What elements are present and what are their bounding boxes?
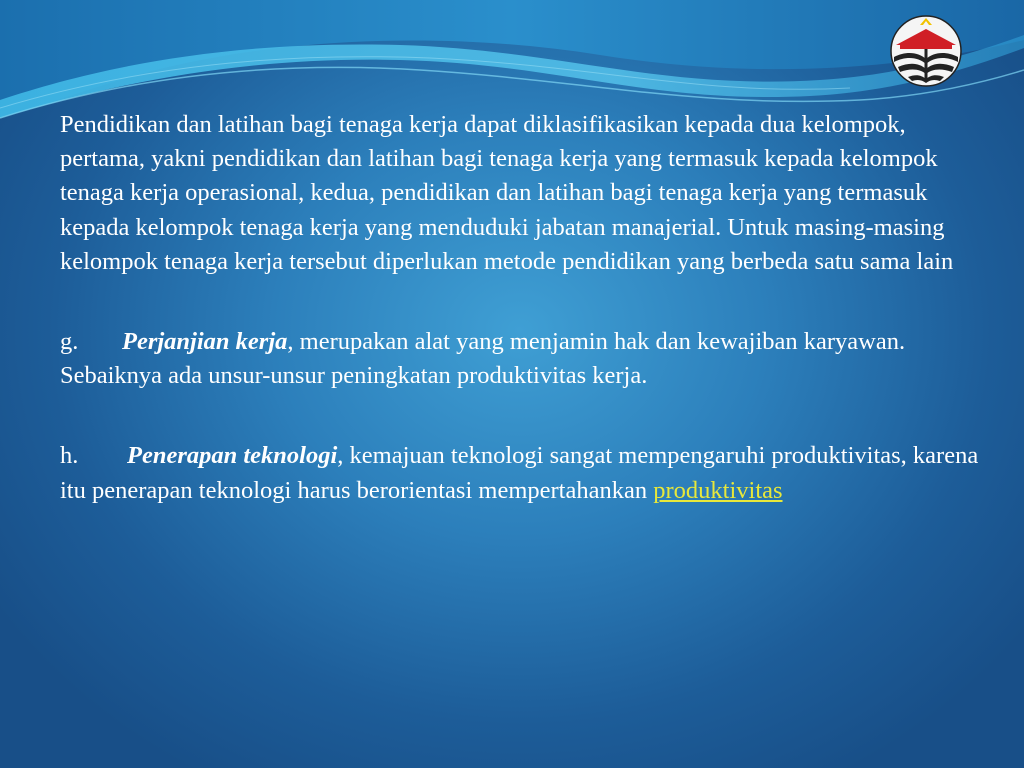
- intro-paragraph: Pendidikan dan latihan bagi tenaga kerja dapat diklasifikasikan kepada dua kelompok, pertama, yakni pendidikan dan latihan bagi tenaga kerja yang termasuk kepada kelompok tenaga kerja operasional, kedua, pendidikan dan latihan bagi tenaga kerja yang termasuk kepada kelompok tenaga kerja yang menduduki jabatan manajerial. Untuk masing-masing kelompok tenaga kerja tersebut diperlukan metode pendidikan yang berbeda satu sama lain: [60, 111, 954, 275]
- item-text: , kemajuan teknologi sangat mempengaruhi produktivitas, karena itu penerapan teknologi harus berorientasi mempertahankan: [60, 442, 979, 504]
- item-term: Penerapan teknologi: [127, 442, 338, 470]
- list-item-h: [60, 439, 980, 507]
- produktivitas-link[interactable]: produktivitas: [653, 476, 783, 504]
- item-marker: h.: [60, 442, 79, 470]
- university-emblem-icon: [886, 15, 966, 87]
- item-text: , merupakan alat yang menjamin hak dan kewajiban karyawan. Sebaiknya ada unsur-unsur peningkatan produktivitas kerja.: [60, 328, 906, 390]
- slide-body: [60, 108, 980, 554]
- list-item-g: [60, 325, 980, 393]
- item-marker: g.: [60, 328, 79, 356]
- item-term: Perjanjian kerja: [122, 328, 288, 356]
